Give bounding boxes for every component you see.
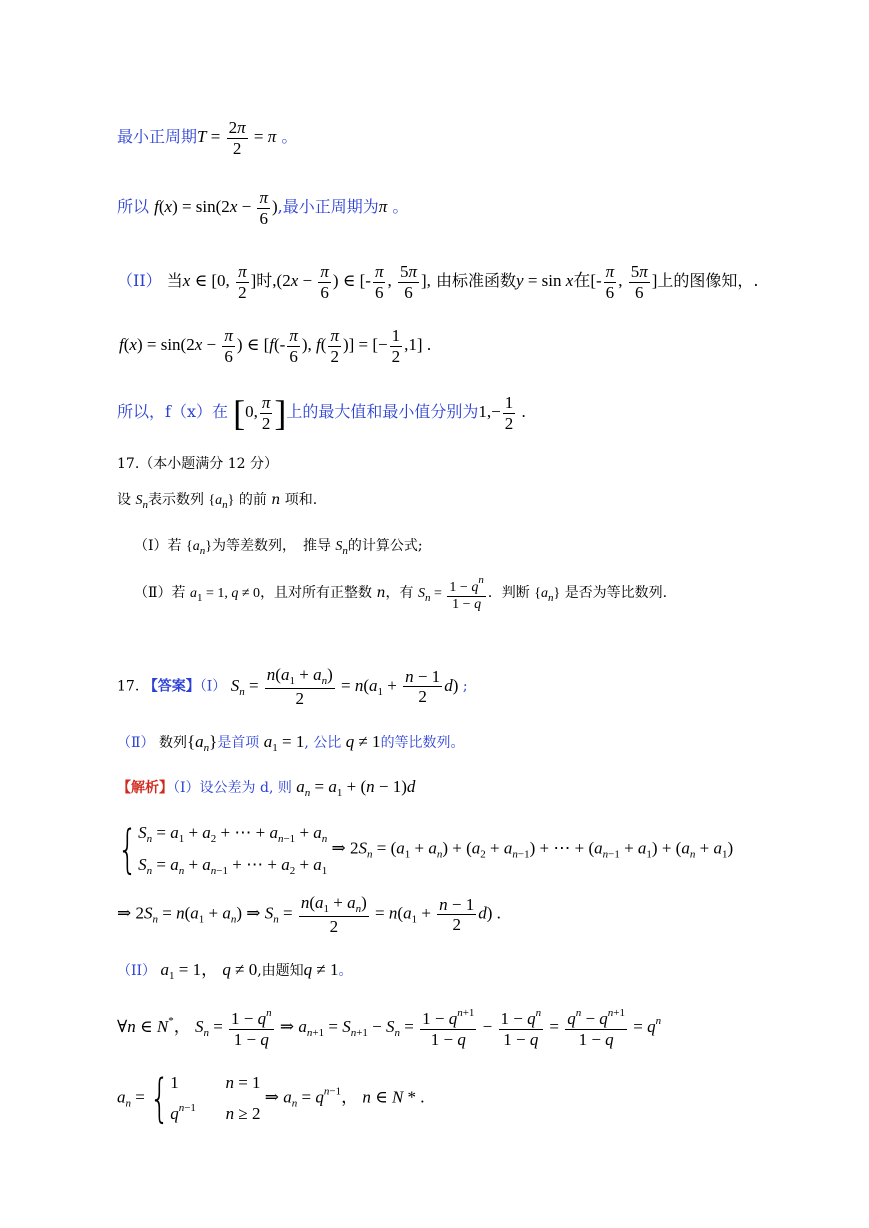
text: 最小正周期 [117, 126, 198, 146]
text: 上的图像知，. [657, 270, 759, 290]
text: ,最小正周期为 [277, 196, 379, 216]
text: 由标准函数 [436, 270, 517, 290]
line-part2-range [117, 262, 758, 302]
text: 是首项 [217, 735, 260, 751]
text: ，有 [385, 584, 414, 601]
text: （Ⅰ）设公差为 d, 则 [173, 780, 292, 796]
analysis-tag: 【解析】 [117, 780, 173, 796]
text: 数列 [158, 735, 187, 751]
text: 所以 [117, 196, 150, 216]
text: ．判断 [487, 584, 530, 601]
sum-system: { $S_n = a_1 + a_2$ + ⋯ + $a_{n-1} + a_n$ $S_n = a_n + a_{n-1}$ + ⋯ + $a_2 + a_1$ ⇒ $2S_n = (a_1 + a_n) + (a_2 + a_{n-1})$ + ⋯ + $(a_{n-1} + a_1) + (a_n + a_1)$ [117, 819, 734, 880]
derivation-line: ⇒ $2S_n = n(a_1 + a_n)$ ⇒ $S_n$ = $\frac{n(a_1 + a_n)}{2}$ = $n(a_1$ + $\frac{n - 1}{2}$ d) . [117, 893, 501, 936]
text: 所以， [117, 401, 166, 421]
text: 表示数列 [147, 492, 204, 508]
text: f（x）在 [165, 401, 228, 421]
text: 的前 [238, 492, 267, 508]
text: （Ⅰ）若 [134, 538, 182, 554]
text: 当 [166, 270, 183, 290]
analysis-part2: （II） $a_1 = 1$， q ≠ 0,由题知q ≠ 1。 [117, 960, 353, 982]
text: 上的最大值和最小值分别为 [286, 401, 479, 421]
text: 。 [338, 963, 353, 979]
text: ，且对所有正整数 [260, 584, 373, 601]
line-min-period: 最小正周期T = $\frac{2\pi}{2}$ = π 。 [117, 118, 298, 158]
q17-title: 17.（本小题满分 12 分） [117, 456, 278, 472]
formula: T = $\frac{2\pi}{2}$ = π [197, 118, 277, 158]
q17-intro: 设 $S_n$表示数列 $\{a_n\}$ 的前 n 项和. [117, 492, 318, 511]
text: （Ⅰ） [199, 678, 227, 695]
text: 设 [117, 492, 131, 508]
piecewise-line: $a_n$ = { 1 n = 1 $q^{n-1}$ n ≥ 2 ⇒ $a_n = q^{n-1}$， n ∈ N * . [117, 1068, 425, 1129]
formula: x ∈ [0, $\frac{\pi}{2}$ ] [182, 262, 257, 302]
answer-part2: （Ⅱ） 数列$\{a_n\}$是首项 $a_1 = 1$, 公比 q ≠ 1的等比数列。 [117, 732, 465, 754]
analysis-line: 【解析】（Ⅰ）设公差为 d, 则 $a_n = a_1 + (n - 1)d$ [117, 777, 416, 799]
text: （Ⅱ）若 [134, 584, 186, 601]
text: 项和. [284, 492, 318, 508]
text: 时 [256, 270, 273, 290]
text: 为等差数列， 推导 [211, 538, 331, 554]
line-f-range: f(x) = sin(2x − $\frac{\pi}{6}$ ) ∈ [f(- $\frac{\pi}{6}$ ), f( $\frac{\pi}{2}$ )] = [− $\frac{1}{2}$ ,1] . [119, 326, 432, 366]
text: ,由题知 [257, 963, 304, 979]
text: （Ⅱ） [117, 735, 155, 751]
formula: ,(2x − $\frac{\pi}{6}$ ) ∈ [- $\frac{\pi}{6}$ , $\frac{5\pi}{6}$ ], [272, 262, 431, 302]
text: 17. [117, 678, 140, 695]
answer-line: 17. 【答案】（Ⅰ） $S_n$ = $\frac{n(a_1 + a_n)}{2}$ = $n(a_1$ + $\frac{n - 1}{2}$ d) ; [117, 665, 468, 708]
interval: [0, $\frac{\pi}{2}$ ] [233, 393, 287, 434]
label: （II） [117, 270, 162, 290]
forall-line: ∀n ∈ N*， $S_n$ = $\frac{1 - q^n}{1 - q}$ ⇒ $a_{n+1} = S_{n+1} - S_n$ = $\frac{1 - q^{n+1}}{1 - q}$ − $\frac{1 - q^n}{1 - q}$ = $\frac{q^n - q^{n+1}}{1 - q}$ = $q^n$ [117, 1007, 662, 1049]
formula: f(x) = sin(2x − $\frac{\pi}{6}$ ) [154, 188, 278, 228]
line-max-min: 所以，f（x）在 [0, $\frac{\pi}{2}$ ]上的最大值和最小值分别为1,− $\frac{1}{2}$ . [117, 393, 526, 434]
line-conclusion-f: 所以 f(x) = sin(2x − $\frac{\pi}{6}$ ),最小正周期为π 。 [117, 188, 409, 228]
text: 的计算公式; [347, 538, 423, 554]
q17-part1: （Ⅰ）若 $\{a_n\}$为等差数列， 推导 $S_n$的计算公式; [134, 538, 423, 557]
text: , 公比 [304, 735, 342, 751]
label: （II） [117, 963, 157, 979]
q17-part2: （Ⅱ）若 $a_1 = 1$, q ≠ 0，且对所有正整数 n，有 $S_n$ = $\frac{1 - q^n}{1 - q}$ ．判断 $\{a_n\}$ 是否为等比数列. [134, 574, 668, 613]
answer-tag: 【答案】 [143, 678, 200, 695]
text: 是否为等比数列. [564, 584, 668, 601]
formula: y = sin x在[- $\frac{\pi}{6}$ , $\frac{5\pi}{6}$ ] [516, 262, 658, 302]
text: 的等比数列。 [380, 735, 465, 751]
